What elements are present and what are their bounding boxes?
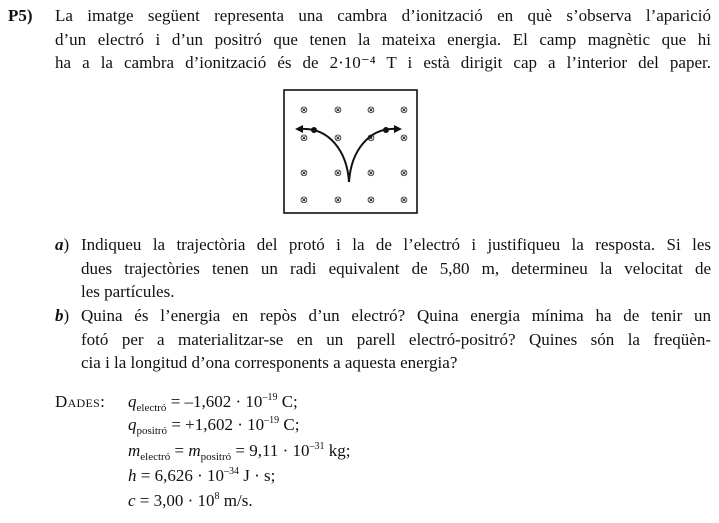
question-a-line: dues trajectòries tenen un radi equivalent de 5,80 m, determineu la velocitat de bbox=[81, 258, 711, 278]
statement-line: La imatge següent representa una cambra d’ionització en què s’observa l’aparició bbox=[55, 6, 711, 25]
field-into-page-icon: ⊗ bbox=[299, 105, 309, 116]
ionization-chamber-figure bbox=[283, 89, 418, 214]
data-planck: $h = 6,626 \cdot 10^{-34}$ J · s; bbox=[128, 466, 276, 485]
problem-statement bbox=[55, 4, 711, 75]
data-light-speed: $c = 3,00 \cdot 10^8$ m/s. bbox=[128, 491, 253, 510]
field-into-page-icon: ⊗ bbox=[399, 133, 409, 144]
field-into-page-icon: ⊗ bbox=[399, 105, 409, 116]
question-a-label: a) bbox=[55, 235, 70, 254]
field-into-page-icon: ⊗ bbox=[299, 133, 309, 144]
question-b-line: Quina és l’energia en repòs d’un electró? Quina energia mínima ha de tenir un bbox=[81, 306, 711, 325]
data-label: Dades: bbox=[55, 392, 106, 411]
field-into-page-icon: ⊗ bbox=[366, 133, 376, 144]
field-into-page-icon: ⊗ bbox=[333, 195, 343, 206]
positron-arrow-head bbox=[394, 125, 402, 133]
field-into-page-icon: ⊗ bbox=[399, 168, 409, 179]
data-mass: $m_{electró} = m_{positró} = 9,11 \cdot 10^{-31}$ kg; bbox=[128, 441, 351, 463]
field-into-page-icon: ⊗ bbox=[399, 195, 409, 206]
field-into-page-icon: ⊗ bbox=[333, 168, 343, 179]
electron-particle bbox=[311, 127, 317, 133]
problem-number: P5) bbox=[8, 6, 33, 25]
question-b-label: b) bbox=[55, 306, 70, 325]
field-into-page-icon: ⊗ bbox=[333, 105, 343, 116]
question-a-line: les partícules. bbox=[81, 282, 175, 301]
field-into-page-icon: ⊗ bbox=[366, 168, 376, 179]
field-into-page-icon: ⊗ bbox=[333, 133, 343, 144]
question-b-line: cia i la longitud d’ona corresponents a aquesta energia? bbox=[81, 353, 458, 372]
statement-line: d’un electró i d’un positró que tenen la mateixa energia. El camp magnètic que hi bbox=[55, 29, 711, 49]
field-into-page-icon: ⊗ bbox=[299, 168, 309, 179]
electron-arrow-head bbox=[295, 125, 303, 133]
statement-line: ha a la cambra d’ionització és de 2·10⁻⁴ T i està dirigit cap a l’interior del paper. bbox=[55, 53, 711, 72]
data-q-positron: $q_{positró} = +1,602 \cdot 10^{-19}$ C; bbox=[128, 415, 300, 437]
question-a-line: Indiqueu la trajectòria del protó i la de l’electró i justifiqueu la resposta. Si les bbox=[81, 235, 711, 254]
magnetic-field-grid bbox=[300, 105, 408, 206]
question-b-line: fotó per a materialitzar-se en un parell electró-positró? Quines són la freqüèn- bbox=[81, 329, 711, 349]
field-into-page-icon: ⊗ bbox=[299, 195, 309, 206]
field-into-page-icon: ⊗ bbox=[366, 195, 376, 206]
data-q-electron: $q_{electró} = -1,602 \cdot 10^{-19}$ C; bbox=[128, 392, 298, 414]
positron-particle bbox=[383, 127, 389, 133]
field-into-page-icon: ⊗ bbox=[366, 105, 376, 116]
